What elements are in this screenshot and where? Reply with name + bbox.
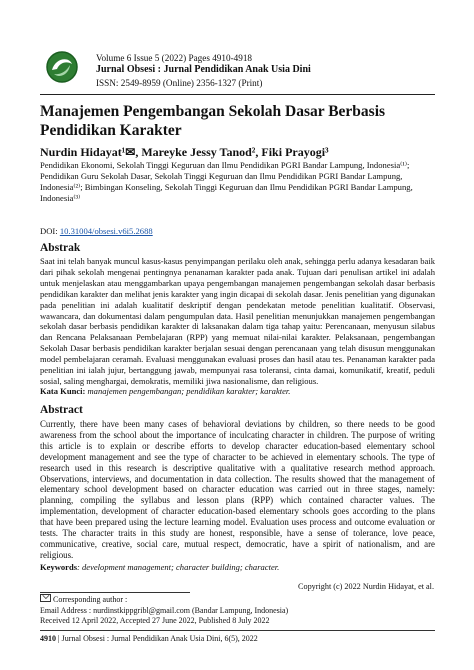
abstrak-keywords (40, 386, 435, 396)
abstract-heading: Abstract (40, 404, 83, 416)
abstrak-heading: Abstrak (40, 242, 81, 254)
envelope-icon (40, 594, 51, 602)
article-title: Manajemen Pengembangan Sekolah Dasar Berbasis Pendidikan Karakter (40, 103, 386, 139)
footnote (40, 594, 440, 627)
abstrak-body: Saat ini telah banyak muncul kasus-kasus penyimpangan perilaku oleh anak, sehingga perlu adanya kesadaran baik dari pihak sekolah mengenai pentingnya penanaman karakter pada anak. Tujuan dari penulisan artikel ini adalah untuk menjelaskan atau menggambarkan upaya pengembangan manajemen pengembangan sekolah dasar berbasis pendidikan karakter dan melihat jenis karakter yang ingin dicapai di sekolah dasar. Jenis penelitian yang digunakan pada penelitian ini adalah kualitatif deskriptif dengan pendekatan metode penelitian kualitatif. Observasi, wawancara, dan dokumentasi dalam pengumpulan data. Hasil penelitian menunjukkan manajemen pengembangan sekolah dasar berbasis pendidikan karakter di laksanakan dalam tiga tahap yaitu: Perencanaan, menyusun silabus dan Rencana Pelaksanaan Pembelajaran (RPP) yang memuat nilai-nilai karakter. Pelaksanaan, pengembangan Sekolah Dasar berbasis pendidikan karakter berjalan sesuai dengan perencanaan yang telah disusun menggunakan model pembelajaran ceramah. Evaluasi menggunakan evaluasi proses dan hasil atau tes. Penanaman karakter pada penelitian ini ialah jujur, bertanggung jawab, mempunyai rasa toleransi, cinta damai, komunikatif, kreatif, peduli sosial, saling menghargai, demokratis, memiliki jiwa nasionalisme, dan religious. (40, 256, 435, 386)
corresponding-label: Corresponding author : (53, 595, 128, 604)
abstrak-keywords-label: Kata Kunci: (40, 386, 86, 396)
page-citation: | Jurnal Obsesi : Jurnal Pendidikan Anak Usia Dini, 6(5), 2022 (58, 634, 258, 643)
doi-link[interactable]: 10.31004/obsesi.v6i5.2688 (59, 226, 153, 236)
page-footer (40, 634, 258, 643)
footnote-divider (40, 592, 190, 593)
doi-label: DOI: (40, 226, 58, 236)
header-divider (40, 94, 435, 95)
abstract-keywords-text: : development management; character building; character. (77, 562, 280, 572)
page-number: 4910 (40, 634, 56, 643)
author-list: Nurdin Hidayat¹✉, Mareyke Jessy Tanod², Fiki Prayogi³ (40, 145, 329, 159)
abstract-keywords-label: Keywords (40, 562, 78, 572)
doi-line (40, 226, 153, 236)
corresponding-line (40, 594, 440, 606)
copyright-line: Copyright (c) 2022 Nurdin Hidayat, et al. (298, 582, 434, 591)
issn-line: ISSN: 2549-8959 (Online) 2356-1327 (Print) (96, 77, 263, 88)
journal-name: Jurnal Obsesi : Jurnal Pendidikan Anak Usia Dini (96, 64, 311, 76)
abstract-keywords (40, 562, 435, 572)
received-line: Received 12 April 2022, Accepted 27 June 2022, Published 8 July 2022 (40, 616, 270, 625)
abstrak-keywords-text: manajemen pengembangan; pendidikan karakter; karakter. (87, 386, 291, 396)
journal-info (96, 52, 311, 89)
email-line: Email Address : nurdinstkippgribl@gmail.com (Bandar Lampung, Indonesia) (40, 605, 289, 615)
volume-line: Volume 6 Issue 5 (2022) Pages 4910-4918 (96, 53, 253, 63)
abstract-body: Currently, there have been many cases of behavioral deviations by children, so there needs to be good awareness from the school about the importance of inculcating character in children. The purpose of writing this article is to explain or describe efforts to develop character education-based elementary school development management and see the type of character to be achieved in elementary schools. The type of research used in this research is descriptive qualitative with a qualitative research method approach. Observations, interviews, and documentation in data collection. The results showed that the management of elementary school development based on character education was carried out in three stages, namely: planning, compiling the syllabus and lesson plans (RPP) which contained character values. The implementation, development of character education-based elementary schools goes according to the plans that have been prepared using the lecture learning model. Evaluation uses process and outcome evaluation or tests. The character traits in this study are honest, responsible, have a sense of tolerance, love peace, communicative, creative, social care, mutual respect, democratic, have a spirit of nationalism, and are religious. (40, 419, 435, 560)
affiliations: Pendidikan Ekonomi, Sekolah Tinggi Keguruan dan Ilmu Pendidikan PGRI Bandar Lampung, Indonesia⁽¹⁾; Pendidikan Guru Sekolah Dasar, Sekolah Tinggi Keguruan dan Ilmu Pendidikan PGRI Bandar Lampung, Indonesia⁽²⁾; Bimbingan Konseling, Sekolah Tinggi Keguruan dan Ilmu Pendidikan PGRI Bandar Lampung, Indonesia⁽³⁾ (40, 160, 413, 203)
page-footer-divider (40, 630, 435, 631)
journal-header (40, 48, 440, 92)
journal-logo-icon (40, 48, 84, 92)
